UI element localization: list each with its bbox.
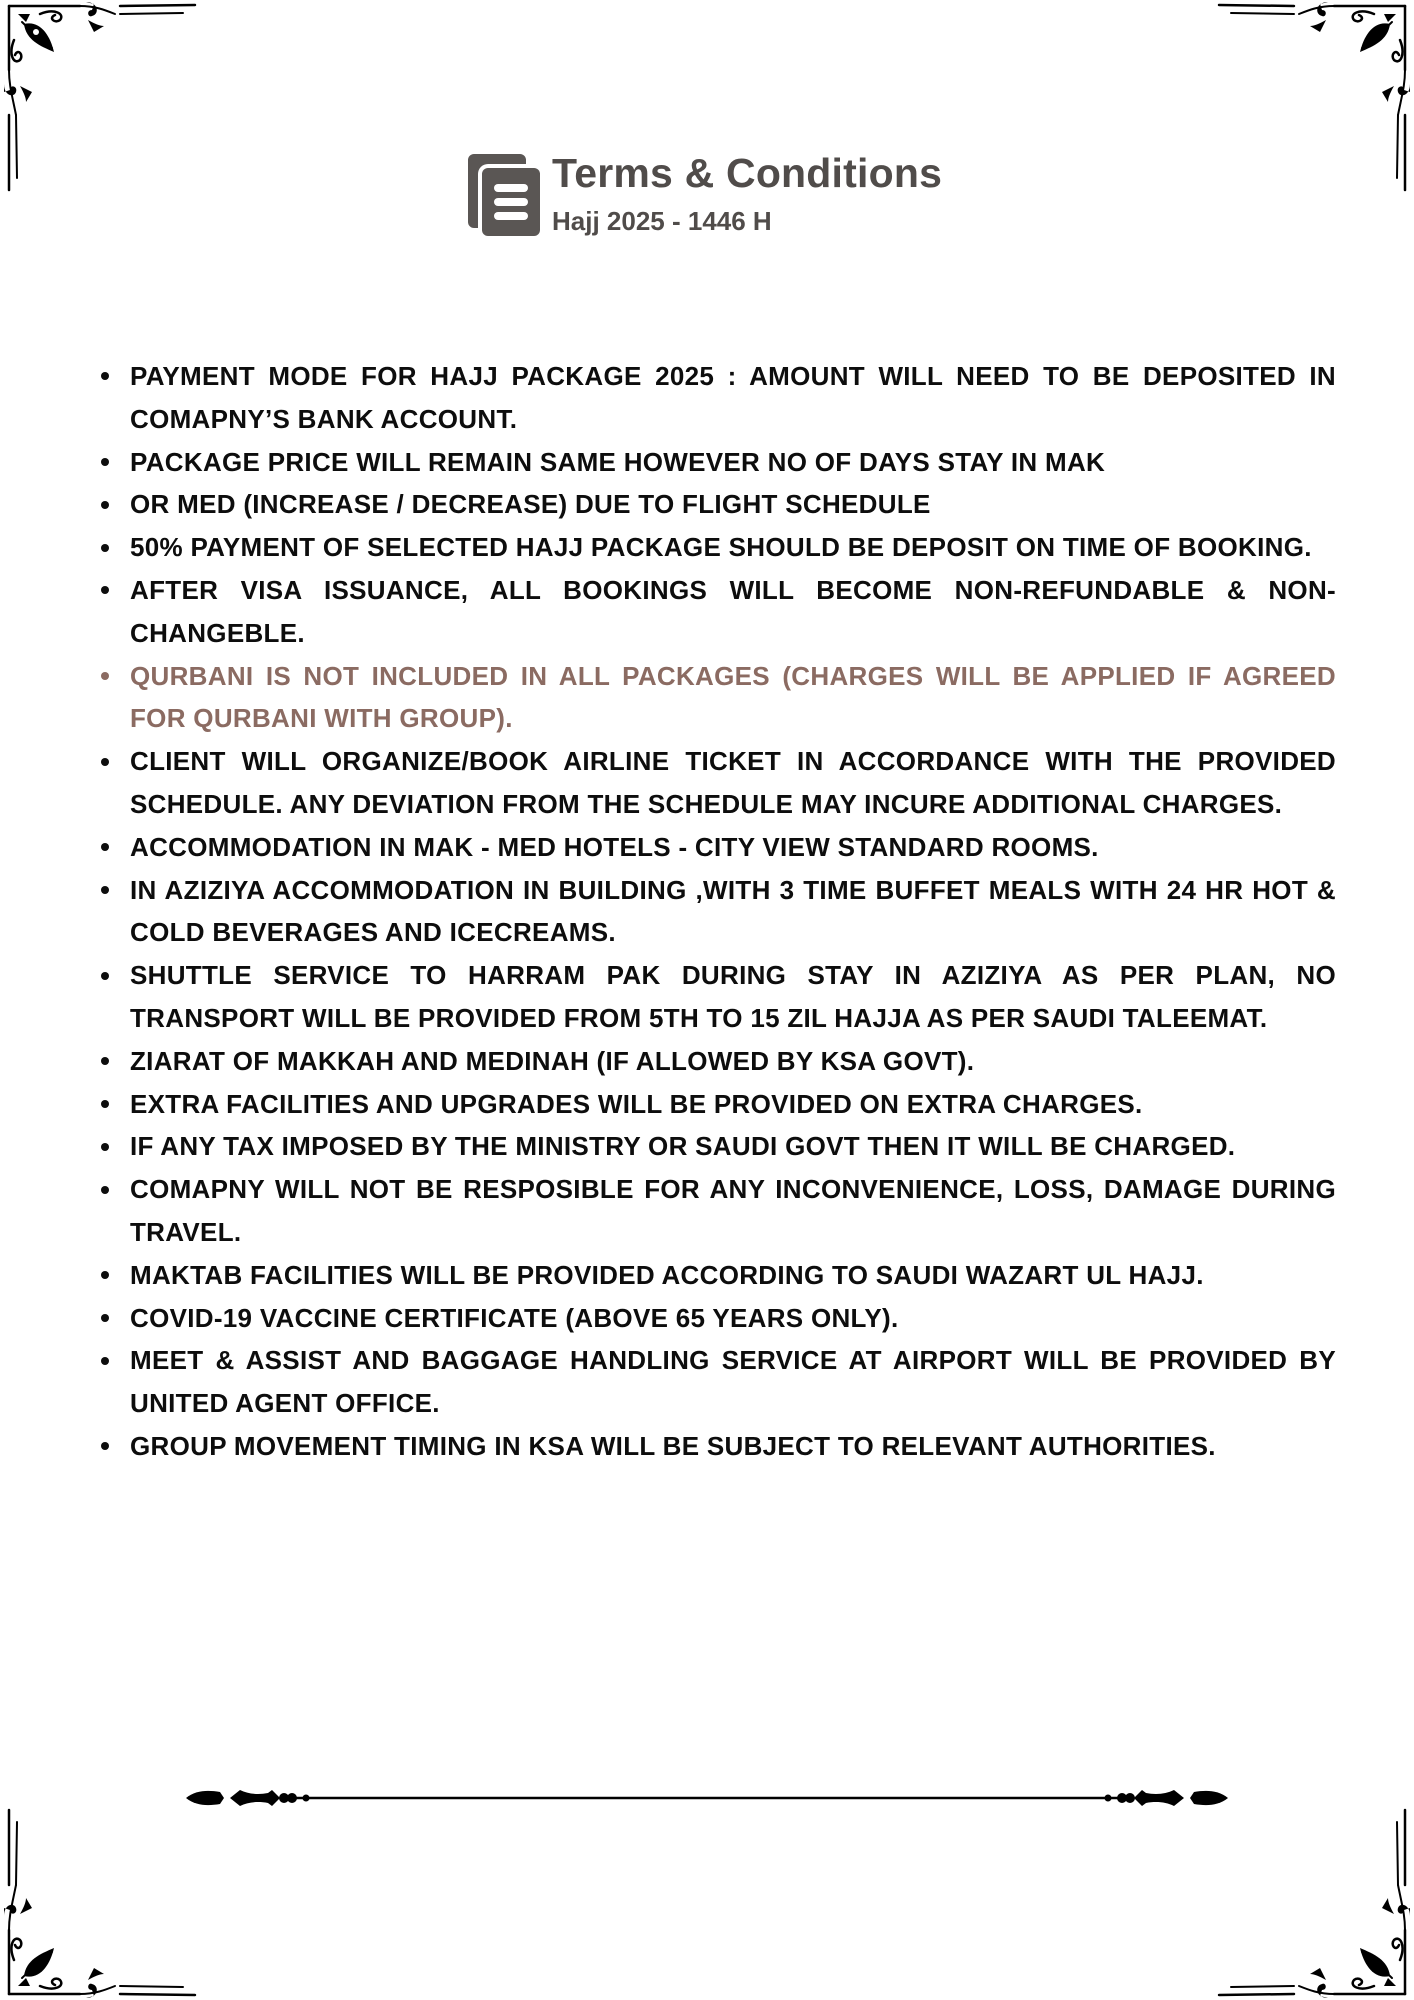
term-text: MAKTAB FACILITIES WILL BE PROVIDED ACCORDING TO SAUDI WAZART UL HAJJ. (130, 1259, 1204, 1290)
bullet-icon (100, 869, 110, 912)
term-item (130, 1425, 1336, 1468)
term-item (130, 526, 1336, 569)
term-text: PACKAGE PRICE WILL REMAIN SAME HOWEVER NO OF DAYS STAY IN MAK (130, 446, 1106, 477)
term-text: EXTRA FACILITIES AND UPGRADES WILL BE PROVIDED ON EXTRA CHARGES. (130, 1088, 1143, 1119)
bullet-icon (100, 954, 110, 997)
document-list-icon (468, 154, 542, 236)
term-text: IF ANY TAX IMPOSED BY THE MINISTRY OR SAUDI GOVT THEN IT WILL BE CHARGED. (130, 1131, 1236, 1162)
term-item (130, 1339, 1336, 1425)
ornamental-corner-top-right-icon (1214, 0, 1414, 200)
page-subtitle: Hajj 2025 - 1446 H (552, 206, 772, 236)
bullet-icon (100, 526, 110, 569)
term-item (130, 1125, 1336, 1168)
ornamental-corner-bottom-left-icon (0, 1800, 200, 2000)
term-item (130, 441, 1336, 484)
term-text: IN AZIZIYA ACCOMMODATION IN BUILDING ,WITH 3 TIME BUFFET MEALS WITH 24 HR HOT & COLD BEVERAGES AND ICECREAMS. (130, 874, 1336, 948)
term-text: COMAPNY WILL NOT BE RESPOSIBLE FOR ANY INCONVENIENCE, LOSS, DAMAGE DURING TRAVEL. (130, 1174, 1336, 1247)
bullet-icon (100, 1254, 110, 1297)
term-text: PAYMENT MODE FOR HAJJ PACKAGE 2025 : AMOUNT WILL NEED TO BE DEPOSITED IN COMAPNY’S BANK ACCOUNT. (130, 361, 1336, 434)
bullet-icon (100, 1168, 110, 1211)
bullet-icon (100, 826, 110, 869)
terms-list (130, 355, 1336, 1468)
term-text: OR MED (INCREASE / DECREASE) DUE TO FLIGHT SCHEDULE (130, 489, 931, 520)
term-item (130, 1168, 1336, 1254)
ornamental-divider-icon (184, 1784, 1230, 1812)
bullet-icon (100, 355, 110, 398)
ornamental-corner-top-left-icon (0, 0, 200, 200)
term-item (130, 1083, 1336, 1126)
bullet-icon (100, 1125, 110, 1168)
term-text: 50% PAYMENT OF SELECTED HAJJ PACKAGE SHOULD BE DEPOSIT ON TIME OF BOOKING. (130, 532, 1312, 563)
bullet-icon (100, 1297, 110, 1340)
bullet-icon (100, 483, 110, 526)
bullet-icon (100, 1083, 110, 1126)
term-item-highlighted (130, 655, 1336, 741)
term-item (130, 483, 1336, 526)
term-item (130, 1040, 1336, 1083)
term-item (130, 869, 1336, 955)
term-text: ZIARAT OF MAKKAH AND MEDINAH (IF ALLOWED BY KSA GOVT). (130, 1045, 975, 1076)
term-text: SHUTTLE SERVICE TO HARRAM PAK DURING STAY IN AZIZIYA AS PER PLAN, NO TRANSPORT WILL BE PROVIDED FROM 5TH TO 15 ZIL HAJJA AS PER SAUDI TALEEMAT. (130, 960, 1336, 1033)
ornamental-corner-bottom-right-icon (1214, 1800, 1414, 2000)
term-item (130, 1297, 1336, 1340)
page-title: Terms & Conditions (552, 150, 943, 196)
term-text: GROUP MOVEMENT TIMING IN KSA WILL BE SUBJECT TO RELEVANT AUTHORITIES. (130, 1430, 1216, 1461)
bullet-icon (100, 569, 110, 612)
page-header (468, 150, 942, 238)
term-text: AFTER VISA ISSUANCE, ALL BOOKINGS WILL BECOME NON-REFUNDABLE & NON-CHANGEBLE. (130, 574, 1336, 648)
term-text: COVID-19 VACCINE CERTIFICATE (ABOVE 65 YEARS ONLY). (130, 1302, 899, 1333)
bullet-icon (100, 1040, 110, 1083)
term-text: QURBANI IS NOT INCLUDED IN ALL PACKAGES (CHARGES WILL BE APPLIED IF AGREED FOR QURBANI WITH GROUP). (130, 660, 1336, 734)
bullet-icon (100, 1339, 110, 1382)
term-text: MEET & ASSIST AND BAGGAGE HANDLING SERVICE AT AIRPORT WILL BE PROVIDED BY UNITED AGENT OFFICE. (130, 1345, 1336, 1419)
term-item (130, 569, 1336, 655)
bullet-icon (100, 1425, 110, 1468)
bullet-icon (100, 655, 110, 698)
term-item (130, 740, 1336, 826)
bullet-icon (100, 740, 110, 783)
term-item (130, 1254, 1336, 1297)
term-item (130, 355, 1336, 441)
term-item (130, 954, 1336, 1040)
term-item (130, 826, 1336, 869)
bullet-icon (100, 441, 110, 484)
term-text: ACCOMMODATION IN MAK - MED HOTELS - CITY VIEW STANDARD ROOMS. (130, 831, 1099, 862)
term-text: CLIENT WILL ORGANIZE/BOOK AIRLINE TICKET IN ACCORDANCE WITH THE PROVIDED SCHEDULE. ANY DEVIATION FROM THE SCHEDULE MAY INCURE ADDITIONAL CHARGES. (130, 746, 1336, 819)
